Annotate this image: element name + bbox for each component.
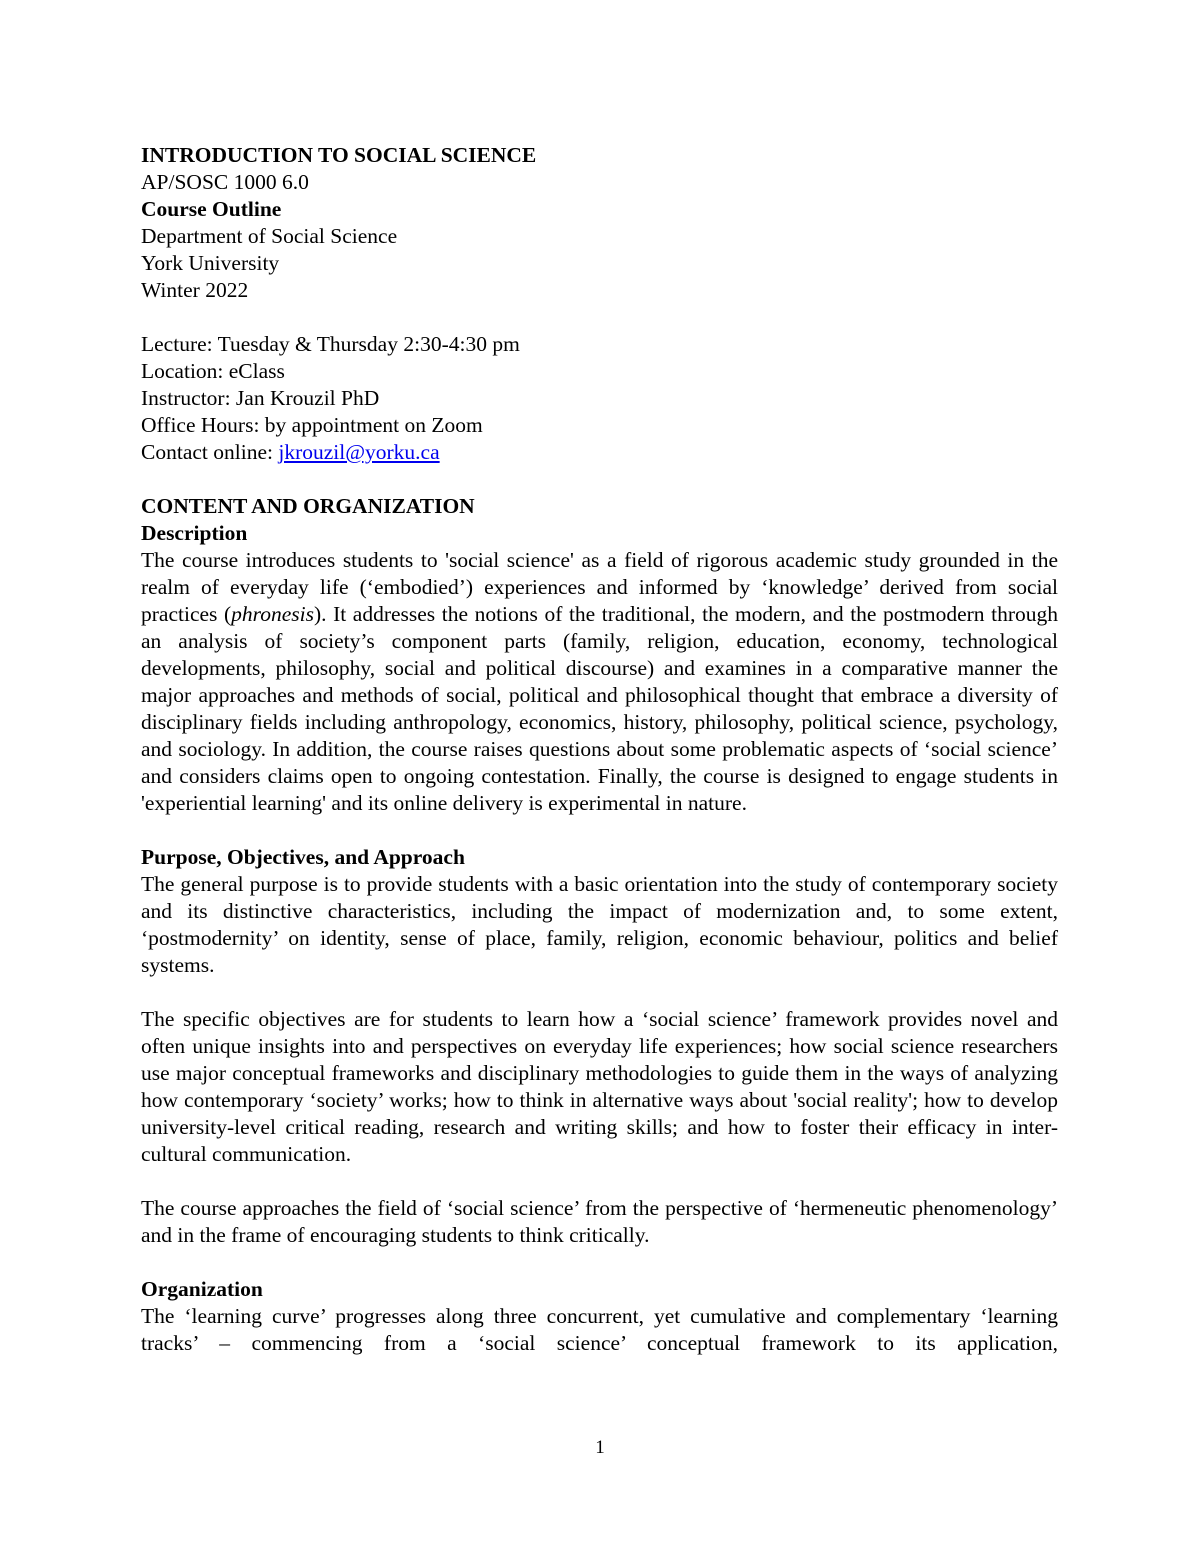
term: Winter 2022: [141, 278, 249, 302]
purpose-paragraph-2: The specific objectives are for students to learn how a ‘social science’ framework provides novel and often unique insights into and perspectives on everyday life experiences; how social science researchers use major conceptual frameworks and disciplinary methodologies to guide them in the ways of analyzing how contemporary ‘society’ works; how to think in alternative ways about 'social reality'; how to develop university-level critical reading, research and writing skills; and how to foster their efficacy in inter-cultural communication.: [141, 1007, 1058, 1166]
outline-label: Course Outline: [141, 197, 282, 221]
office-hours-info: Office Hours: by appointment on Zoom: [141, 413, 483, 437]
contact-label: Contact online:: [141, 440, 279, 464]
purpose-paragraph-1: The general purpose is to provide students with a basic orientation into the study of contemporary society and its distinctive characteristics, including the impact of modernization and, to some extent, ‘postmodernity’ on identity, sense of place, family, religion, economic behaviour, politics and belief systems.: [141, 872, 1058, 977]
course-title: INTRODUCTION TO SOCIAL SCIENCE: [141, 143, 537, 167]
purpose-heading: Purpose, Objectives, and Approach: [141, 845, 465, 869]
description-paragraph: [141, 547, 1058, 817]
organization-paragraph: The ‘learning curve’ progresses along three concurrent, yet cumulative and complementary ‘learning tracks’ – commencing from a ‘social science’ conceptual framework to its application,: [141, 1304, 1058, 1355]
lecture-info: Lecture: Tuesday & Thursday 2:30-4:30 pm: [141, 332, 520, 356]
department: Department of Social Science: [141, 224, 398, 248]
description-text-part-2: ). It addresses the notions of the traditional, the modern, and the postmodern through an analysis of society’s component parts (family, religion, education, economy, technological developments, philosophy, social and political discourse) and examines in a comparative manner the major approaches and methods of social, political and philosophical thought that embrace a diversity of disciplinary fields including anthropology, economics, history, philosophy, political science, psychology, and sociology. In addition, the course raises questions about some problematic aspects of ‘social science’ and considers claims open to ongoing contestation. Finally, the course is designed to engage students in 'experiential learning' and its online delivery is experimental in nature.: [141, 602, 1059, 815]
page-number: 1: [595, 1437, 605, 1458]
contact-info: [141, 439, 1058, 466]
university: York University: [141, 251, 280, 275]
document-page: [141, 142, 1058, 1357]
description-italic-term: phronesis: [231, 602, 314, 626]
description-text-part-1: The course introduces students to 'social science' as a field of rigorous academic study grounded in the realm of everyday life (‘embodied’) experiences and informed by ‘knowledge’ derived from social practices (: [141, 548, 1058, 626]
contact-email-link[interactable]: jkrouzil@yorku.ca: [278, 440, 440, 464]
purpose-paragraph-3: The course approaches the field of ‘social science’ from the perspective of ‘hermeneutic phenomenology’ and in the frame of encouraging students to think critically.: [141, 1196, 1058, 1247]
location-info: Location: eClass: [141, 359, 285, 383]
course-code: AP/SOSC 1000 6.0: [141, 170, 309, 194]
organization-heading: Organization: [141, 1277, 263, 1301]
description-heading: Description: [141, 521, 248, 545]
section-heading-content: CONTENT AND ORGANIZATION: [141, 494, 475, 518]
instructor-info: Instructor: Jan Krouzil PhD: [141, 386, 380, 410]
